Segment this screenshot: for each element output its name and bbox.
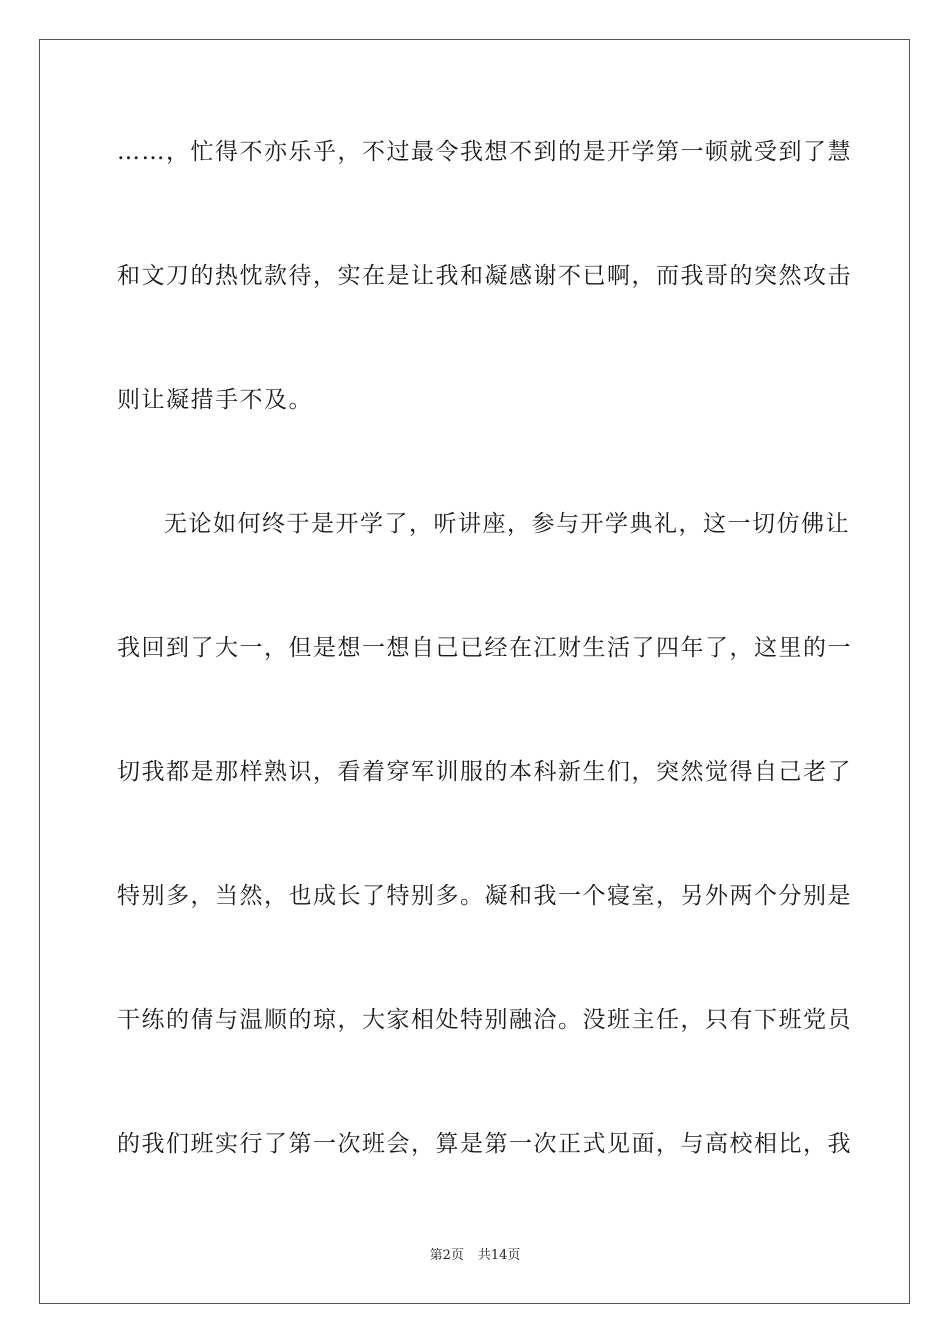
text-line-9: 的我们班实行了第一次班会，算是第一次正式见面，与高校相比，我 bbox=[117, 1131, 852, 1157]
text-line-3: 则让凝措手不及。 bbox=[117, 387, 313, 413]
text-line-5: 我回到了大一，但是想一想自己已经在江财生活了四年了，这里的一 bbox=[117, 635, 852, 661]
page-footer bbox=[0, 1247, 950, 1265]
text-line-8: 干练的倩与温顺的琼，大家相处特别融洽。没班主任，只有下班党员 bbox=[117, 1007, 852, 1033]
text-line-6: 切我都是那样熟识，看着穿军训服的本科新生们，突然觉得自己老了 bbox=[117, 759, 852, 785]
page-number: 第2页 bbox=[429, 1248, 464, 1263]
text-line-4-paragraph-start: 无论如何终于是开学了，听讲座，参与开学典礼，这一切仿佛让 bbox=[164, 511, 850, 537]
text-line-1: ……，忙得不亦乐乎，不过最令我想不到的是开学第一顿就受到了慧 bbox=[117, 139, 852, 165]
total-pages: 共14页 bbox=[477, 1248, 521, 1263]
text-line-7: 特别多，当然，也成长了特别多。凝和我一个寝室，另外两个分别是 bbox=[117, 883, 852, 909]
text-line-2: 和文刀的热忱款待，实在是让我和凝感谢不已啊，而我哥的突然攻击 bbox=[117, 263, 852, 289]
page-frame bbox=[39, 39, 910, 1304]
